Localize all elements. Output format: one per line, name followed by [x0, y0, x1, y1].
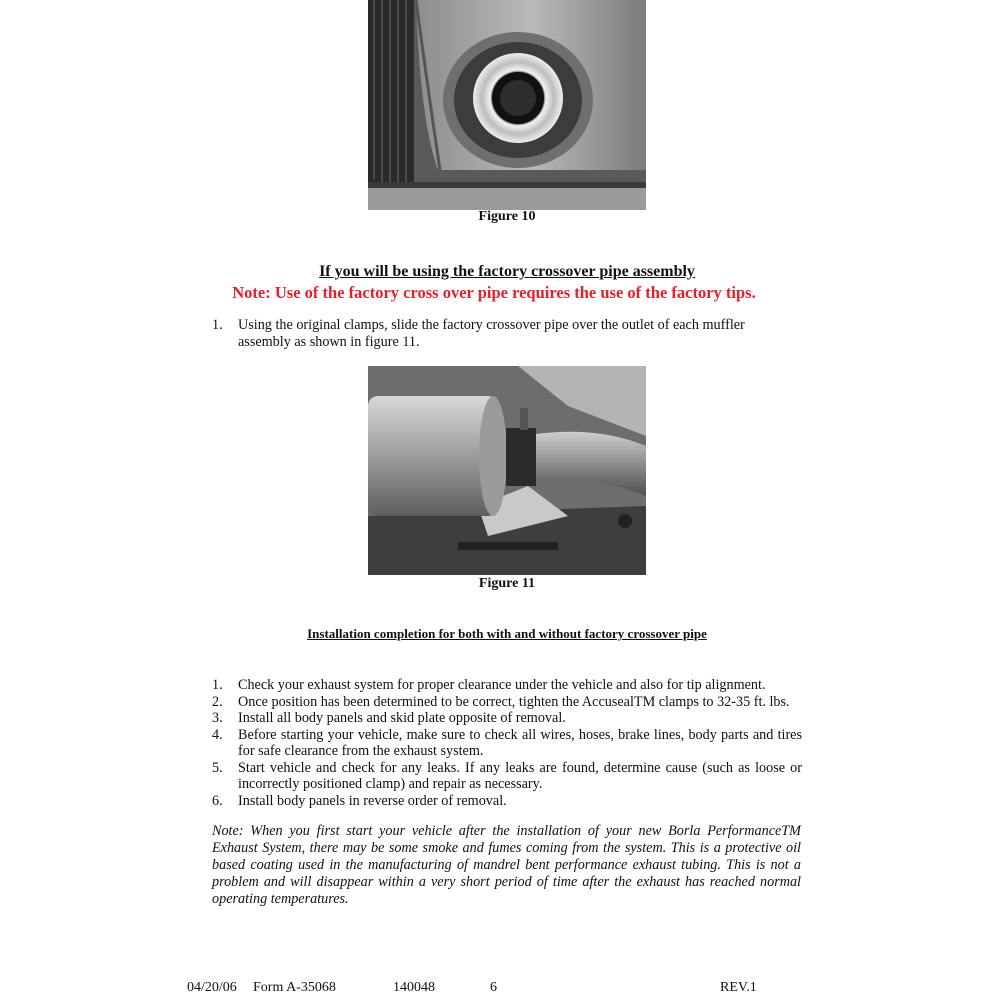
exhaust-tip-illustration: [368, 0, 646, 210]
step-text: Install all body panels and skid plate opposite of removal.: [238, 710, 566, 726]
figure-11-caption: Figure 11: [478, 576, 536, 591]
footer-part-number: 140048: [393, 980, 435, 995]
page-number: 6: [490, 980, 497, 995]
footer-date: 04/20/06: [187, 980, 237, 995]
list-item: [212, 694, 802, 711]
step-text: Check your exhaust system for proper clearance under the vehicle and also for tip alignment.: [238, 677, 766, 693]
factory-crossover-heading: If you will be using the factory crossover pipe assembly: [319, 263, 695, 280]
step-text: Once position has been determined to be correct, tighten the AccusealTM clamps to 32-35 ft. lbs.: [238, 693, 790, 710]
step-number: 5.: [212, 759, 223, 776]
list-item: [212, 793, 802, 810]
footer-form-number: Form A-35068: [253, 980, 336, 995]
list-item: [212, 710, 802, 727]
step-text: Using the original clamps, slide the factory crossover pipe over the outlet of each muffler assembly as shown in figure 11.: [238, 317, 745, 350]
smoke-fumes-note: Note: When you first start your vehicle after the installation of your new Borla PerformanceTM Exhaust System, there may be some smoke and fumes coming from the system. This is a protective oil based coating used in the manufacturing of mandrel bent performance exhaust tubing. This is not a problem and will disappear within a very short period of time after the exhaust has reached normal operating temperatures.: [212, 823, 801, 907]
list-item: [212, 727, 802, 760]
footer-revision: REV.1: [720, 980, 757, 995]
figure-10-caption: Figure 10: [478, 209, 536, 224]
step-text: Before starting your vehicle, make sure to check all wires, hoses, brake lines, body parts and tires for safe clearance from the exhaust system.: [238, 726, 802, 759]
step-text: Install body panels in reverse order of removal.: [238, 792, 507, 809]
list-item: [212, 760, 802, 793]
step-number: 6.: [212, 792, 223, 809]
step-number: 2.: [212, 693, 223, 710]
step-text: Start vehicle and check for any leaks. If any leaks are found, determine cause (such as loose or incorrectly positioned clamp) and repair as necessary.: [238, 759, 802, 792]
step-number: 3.: [212, 710, 223, 726]
figure-10-photo: [368, 0, 646, 210]
list-item: [212, 317, 802, 350]
step-number: 1.: [212, 677, 223, 693]
list-item: [212, 677, 802, 694]
crossover-pipe-illustration: [368, 366, 646, 575]
factory-crossover-steps: [212, 317, 802, 350]
step-number: 4.: [212, 726, 223, 743]
completion-steps: [212, 677, 802, 809]
figure-11-photo: [368, 366, 646, 575]
installation-completion-heading: Installation completion for both with and without factory crossover pipe: [307, 626, 707, 641]
step-number: 1.: [212, 317, 223, 333]
factory-tips-warning: Note: Use of the factory cross over pipe requires the use of the factory tips.: [232, 283, 756, 302]
